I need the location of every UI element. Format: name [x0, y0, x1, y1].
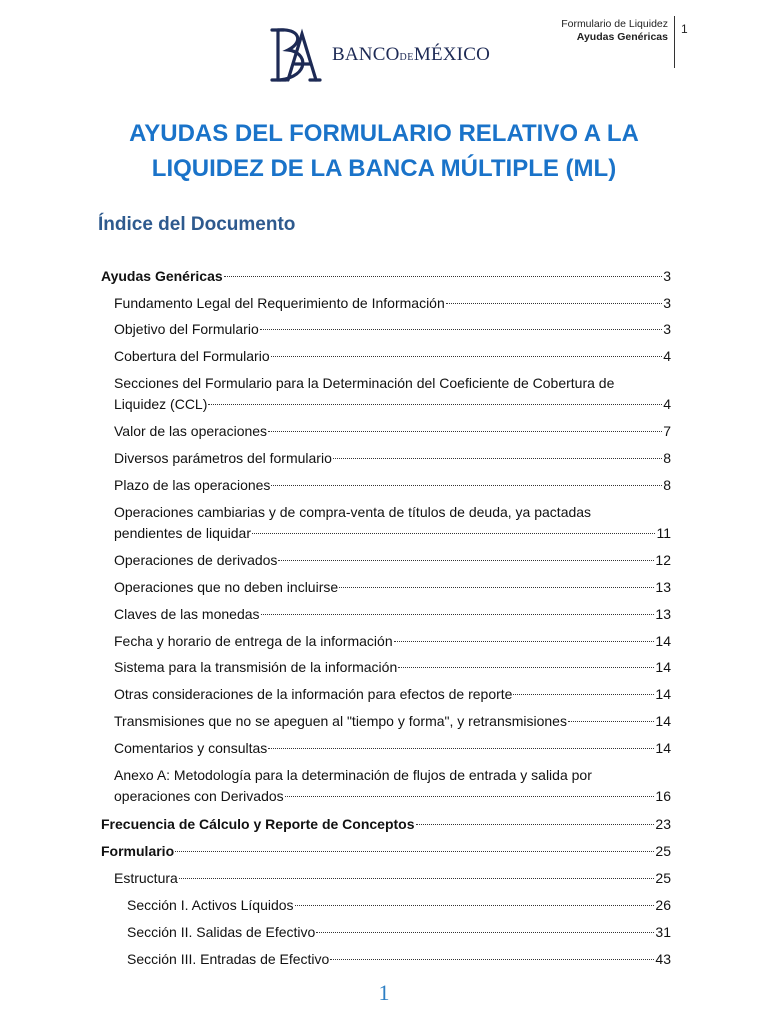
toc-entry[interactable] [114, 738, 671, 759]
toc-entry-page: 8 [663, 477, 671, 493]
toc-entry-label: Plazo de las operaciones [114, 477, 271, 493]
toc-entry-label: Sección III. Entradas de Efectivo [127, 951, 330, 967]
header-divider [674, 16, 675, 68]
toc-entry-page: 3 [663, 321, 671, 337]
toc-entry[interactable] [101, 841, 671, 862]
toc-entry-page: 8 [663, 450, 671, 466]
toc-entry-label-line1: Operaciones cambiarias y de compra-venta de títulos de deuda, ya pactadas [114, 504, 592, 520]
header-page-number: 1 [681, 22, 688, 36]
toc-entry[interactable] [114, 346, 671, 367]
toc-entry-label: Cobertura del Formulario [114, 348, 270, 364]
toc-entry-label: Otras consideraciones de la información para efectos de reporte [114, 686, 513, 702]
toc-leader-dots [330, 958, 654, 960]
toc-entry-page: 11 [656, 525, 671, 541]
toc-entry-page: 26 [655, 897, 671, 913]
toc-entry-label: Formulario [101, 843, 175, 859]
toc-leader-dots [224, 275, 663, 277]
toc-entry[interactable] [114, 684, 671, 705]
toc-entry-label: Diversos parámetros del formulario [114, 450, 332, 466]
toc-entry[interactable] [114, 550, 671, 571]
toc-leader-dots [568, 720, 654, 722]
toc-entry-label: operaciones con Derivados [114, 788, 284, 804]
toc-leader-dots [295, 904, 655, 906]
toc-entry-label: pendientes de liquidar [114, 525, 251, 541]
toc-leader-dots [268, 430, 662, 432]
toc-entry-label: Sistema para la transmisión de la información [114, 659, 398, 675]
toc-entry-page: 13 [655, 579, 671, 595]
toc-entry[interactable] [127, 922, 671, 943]
toc-leader-dots [285, 795, 655, 797]
toc-entry-label-line1: Secciones del Formulario para la Determinación del Coeficiente de Cobertura de [114, 375, 615, 391]
toc-entry[interactable] [114, 475, 671, 496]
toc-entry-page: 14 [655, 659, 671, 675]
toc-entry[interactable] [127, 895, 671, 916]
toc-entry-label: Fecha y horario de entrega de la información [114, 633, 393, 649]
toc-leader-dots [271, 484, 662, 486]
toc-leader-dots [333, 457, 662, 459]
toc-leader-dots [271, 355, 663, 357]
toc-entry[interactable] [127, 949, 671, 970]
toc-leader-dots [446, 302, 662, 304]
footer-page-number: 1 [378, 980, 390, 1005]
toc-entry[interactable] [114, 502, 671, 544]
toc-leader-dots [261, 613, 655, 615]
toc-entry-label: Objetivo del Formulario [114, 321, 259, 337]
toc-entry-page: 3 [663, 268, 671, 284]
toc-entry[interactable] [114, 868, 671, 889]
toc-entry[interactable] [114, 373, 671, 415]
toc-entry-label: Liquidez (CCL) [114, 396, 208, 412]
toc-entry-page: 31 [655, 924, 671, 940]
toc-entry-page: 25 [655, 870, 671, 886]
toc-entry[interactable] [114, 421, 671, 442]
toc-leader-dots [513, 693, 654, 695]
toc-entry-label: Fundamento Legal del Requerimiento de Información [114, 295, 445, 311]
toc-leader-dots [394, 640, 655, 642]
toc-entry-label: Transmisiones que no se apeguen al "tiempo y forma", y retransmisiones [114, 713, 567, 729]
running-header [561, 18, 668, 44]
toc-entry[interactable] [114, 711, 671, 732]
toc-entry-page: 3 [663, 295, 671, 311]
toc-entry-page: 16 [655, 788, 671, 804]
banco-de-mexico-logo [268, 26, 508, 84]
toc-leader-dots [179, 877, 655, 879]
toc-entry-page: 4 [663, 348, 671, 364]
toc-entry-page: 12 [655, 552, 671, 568]
toc-entry-label: Operaciones de derivados [114, 552, 278, 568]
toc-entry-label: Sección II. Salidas de Efectivo [127, 924, 316, 940]
toc-entry[interactable] [114, 319, 671, 340]
toc-leader-dots [339, 586, 654, 588]
toc-entry-label-line1: Anexo A: Metodología para la determinación de flujos de entrada y salida por [114, 767, 592, 783]
toc-entry-page: 7 [663, 423, 671, 439]
toc-entry-page: 14 [655, 740, 671, 756]
toc-leader-dots [278, 559, 654, 561]
title-line-2: LIQUIDEZ DE LA BANCA MÚLTIPLE (ML) [151, 155, 617, 182]
toc-leader-dots [175, 850, 654, 852]
toc-heading: Índice del Documento [98, 214, 296, 235]
bm-monogram-icon [268, 26, 324, 84]
toc-entry[interactable] [114, 765, 671, 807]
toc-entry-label: Sección I. Activos Líquidos [127, 897, 294, 913]
toc-entry-label: Valor de las operaciones [114, 423, 268, 439]
title-line-1: AYUDAS DEL FORMULARIO RELATIVO A LA [129, 120, 639, 147]
toc-entry-label: Estructura [114, 870, 178, 886]
toc-entry[interactable] [114, 293, 671, 314]
toc-leader-dots [398, 666, 654, 668]
bank-name: BANCODEMÉXICO [332, 44, 491, 65]
header-doc-name: Formulario de Liquidez [561, 18, 668, 30]
toc-entry-label: Frecuencia de Cálculo y Reporte de Conceptos [101, 816, 415, 832]
toc-leader-dots [208, 403, 662, 405]
toc-leader-dots [252, 532, 655, 534]
toc-leader-dots [316, 931, 654, 933]
toc-entry-label: Ayudas Genéricas [101, 268, 223, 284]
toc-entry-page: 4 [663, 396, 671, 412]
toc-entry[interactable] [101, 814, 671, 835]
toc-leader-dots [416, 823, 655, 825]
toc-entry[interactable] [114, 604, 671, 625]
toc-entry-page: 14 [655, 633, 671, 649]
toc-leader-dots [260, 328, 662, 330]
toc-entry[interactable] [114, 631, 671, 652]
toc-entry[interactable] [114, 448, 671, 469]
toc-entry-page: 13 [655, 606, 671, 622]
document-title [70, 116, 698, 186]
toc-entry-label: Operaciones que no deben incluirse [114, 579, 339, 595]
toc-entry[interactable] [101, 266, 671, 287]
toc-entry[interactable] [114, 577, 671, 598]
toc-entry-label: Comentarios y consultas [114, 740, 268, 756]
toc-entry-page: 14 [655, 713, 671, 729]
toc-entry[interactable] [114, 657, 671, 678]
toc-entry-page: 23 [655, 816, 671, 832]
toc-entry-page: 43 [655, 951, 671, 967]
toc-leader-dots [268, 747, 654, 749]
header-section: Ayudas Genéricas [576, 31, 668, 43]
toc-entry-label: Claves de las monedas [114, 606, 260, 622]
toc-entry-page: 25 [655, 843, 671, 859]
toc-entry-page: 14 [655, 686, 671, 702]
